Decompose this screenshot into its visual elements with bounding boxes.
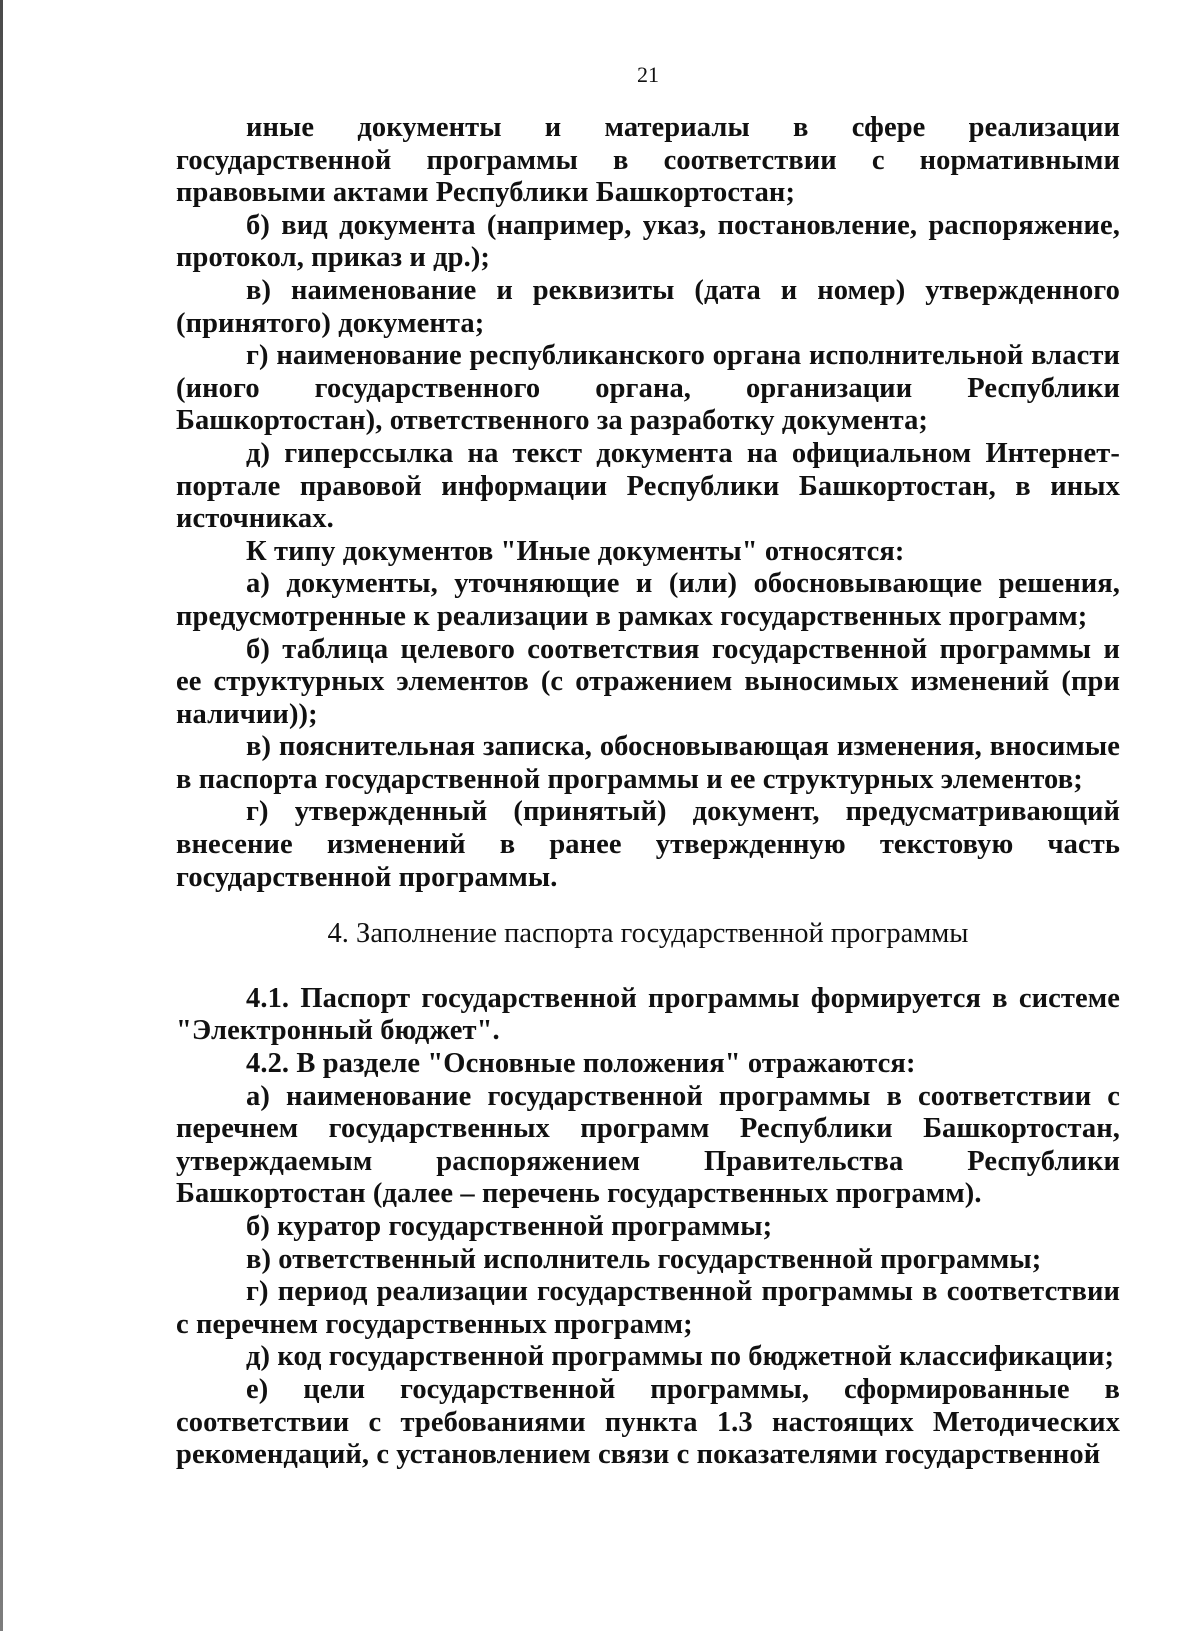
paragraph-clarifying-docs: а) документы, уточняющие и (или) обосновывающие решения, предусмотренные к реализации в рамках государственных программ; xyxy=(176,568,1120,632)
paragraph-target-table: б) таблица целевого соответствия государственной программы и ее структурных элементов (с отражением выносимых изменений (при наличии)); xyxy=(176,633,1120,730)
paragraph-approved-document: г) утвержденный (принятый) документ, предусматривающий внесение изменений в ранее утвержденную текстовую часть государственной программы. xyxy=(176,796,1120,893)
section-heading: 4. Заполнение паспорта государственной программы xyxy=(327,918,969,950)
paragraph-responsible-body: г) наименование республиканского органа исполнительной власти (иного государственного органа, организации Республики Башкортостан), ответственного за разработку документа; xyxy=(176,340,1120,437)
paragraph-period: г) период реализации государственной программы в соответствии с перечнем государственных программ; xyxy=(176,1276,1120,1340)
page-number: 21 xyxy=(637,62,659,87)
paragraph-hyperlink: д) гиперссылка на текст документа на официальном Интернет-портале правовой информации Республики Башкортостан, в иных источниках. xyxy=(176,437,1120,535)
paragraph-curator: б) куратор государственной программы; xyxy=(246,1211,773,1242)
paragraph-other-documents: иные документы и материалы в сфере реализации государственной программы в соответствии с нормативными правовыми актами Республики Башкортостан; xyxy=(176,112,1120,209)
paragraph-other-docs-type: К типу документов "Иные документы" относятся: xyxy=(246,535,905,567)
paragraph-explanatory-note: в) пояснительная записка, обосновывающая изменения, вносимые в паспорта государственной программы и ее структурных элементов; xyxy=(176,731,1120,795)
paragraph-budget-code: д) код государственной программы по бюджетной классификации; xyxy=(246,1341,1115,1373)
paragraph-goals: е) цели государственной программы, сформированные в соответствии с требованиями пункта 1.3 настоящих Методических рекомендаций, с установлением связи с показателями государственной xyxy=(176,1373,1120,1471)
paragraph-4-2: 4.2. В разделе "Основные положения" отражаются: xyxy=(246,1048,916,1080)
paragraph-responsible-executor: в) ответственный исполнитель государственной программы; xyxy=(246,1243,1042,1275)
paragraph-document-type: б) вид документа (например, указ, постановление, распоряжение, протокол, приказ и др.); xyxy=(176,209,1120,274)
document-page xyxy=(176,62,1120,1472)
paragraph-document-requisites: в) наименование и реквизиты (дата и номер) утвержденного (принятого) документа; xyxy=(176,274,1120,339)
scan-edge xyxy=(0,0,3,1631)
paragraph-4-1: 4.1. Паспорт государственной программы формируется в системе "Электронный бюджет". xyxy=(176,982,1120,1047)
paragraph-program-name: а) наименование государственной программы в соответствии с перечнем государственных программ Республики Башкортостан, утверждаемым распоряжением Правительства Республики Башкортостан (далее – перечень государственных программ). xyxy=(176,1080,1120,1210)
